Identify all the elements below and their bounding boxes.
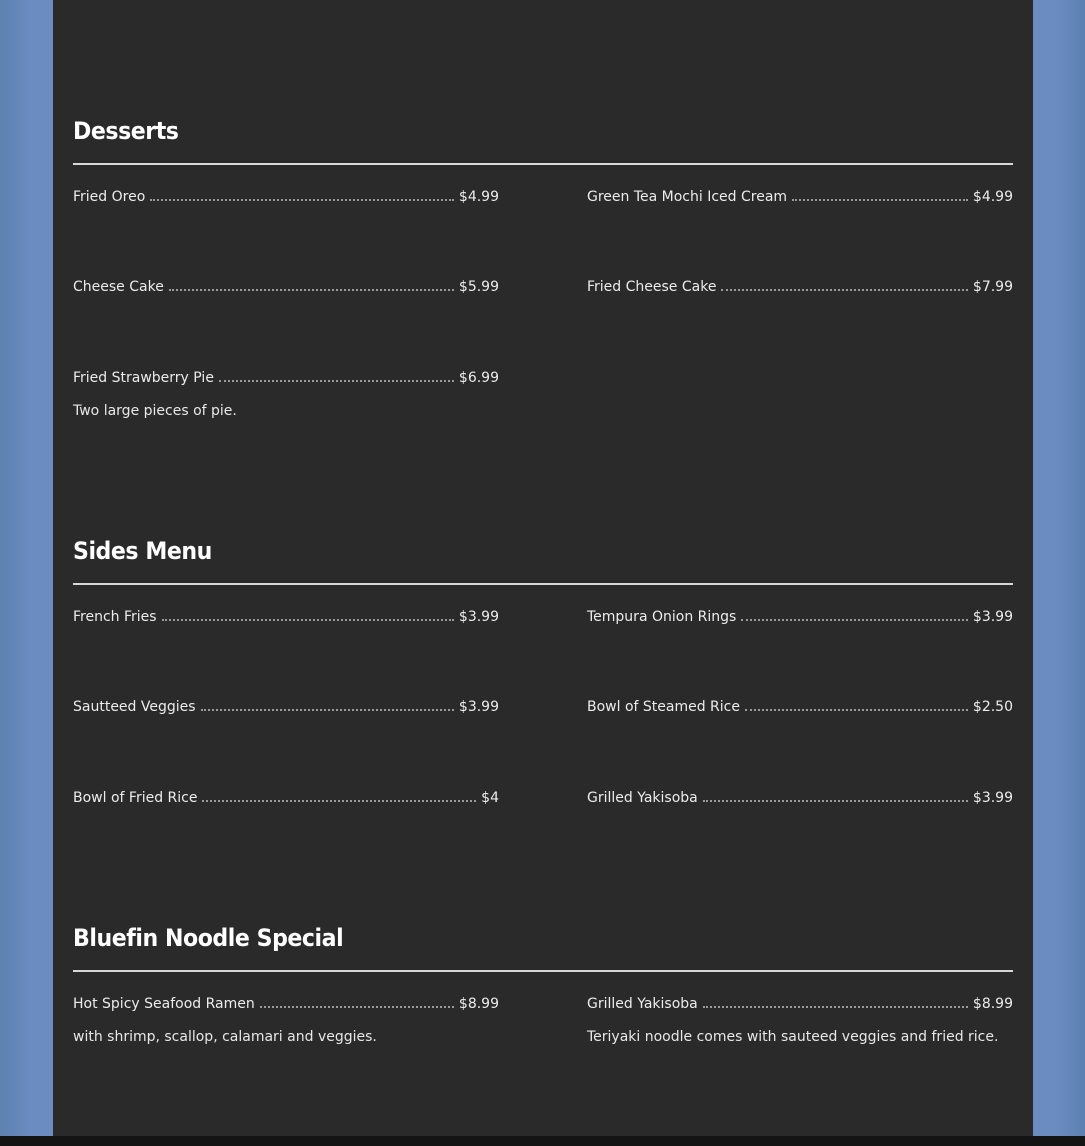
item-name: Grilled Yakisoba xyxy=(587,790,698,806)
dot-leader xyxy=(703,1006,968,1008)
section-divider xyxy=(73,970,1013,972)
item-price: $8.99 xyxy=(972,996,1013,1012)
menu-item xyxy=(73,186,499,208)
dot-leader xyxy=(721,289,967,291)
item-name: French Fries xyxy=(73,609,157,625)
menu-item xyxy=(73,787,499,809)
item-price: $4.99 xyxy=(458,189,499,205)
dot-leader xyxy=(741,619,968,621)
menu-item xyxy=(587,993,1013,1048)
menu-item xyxy=(73,606,499,628)
item-name: Hot Spicy Seafood Ramen xyxy=(73,996,255,1012)
section-title: Bluefin Noodle Special xyxy=(73,924,344,952)
menu-item xyxy=(73,993,499,1048)
item-name: Bowl of Fried Rice xyxy=(73,790,198,806)
item-price: $3.99 xyxy=(972,609,1013,625)
dot-leader xyxy=(202,800,476,802)
section-divider xyxy=(73,583,1013,585)
item-name: Bowl of Steamed Rice xyxy=(587,699,740,715)
menu-panel xyxy=(53,0,1033,1146)
menu-item xyxy=(73,367,499,422)
item-name: Grilled Yakisoba xyxy=(587,996,698,1012)
section-divider xyxy=(73,163,1013,165)
item-price: $5.99 xyxy=(458,279,499,295)
item-price: $6.99 xyxy=(458,370,499,386)
item-description: Teriyaki noodle comes with sauteed veggies and fried rice. xyxy=(587,1029,999,1045)
item-name: Cheese Cake xyxy=(73,279,164,295)
item-name: Fried Strawberry Pie xyxy=(73,370,214,386)
menu-item xyxy=(587,186,1013,208)
dot-leader xyxy=(703,800,968,802)
section-title: Sides Menu xyxy=(73,537,212,565)
dot-leader xyxy=(162,619,454,621)
item-description: with shrimp, scallop, calamari and veggies. xyxy=(73,1029,377,1045)
menu-item xyxy=(73,696,499,718)
menu-item xyxy=(587,276,1013,298)
item-price: $3.99 xyxy=(458,699,499,715)
item-name: Fried Cheese Cake xyxy=(587,279,717,295)
menu-item xyxy=(587,696,1013,718)
item-name: Green Tea Mochi Iced Cream xyxy=(587,189,788,205)
menu-item xyxy=(587,606,1013,628)
dot-leader xyxy=(745,709,968,711)
item-name: Tempura Onion Rings xyxy=(587,609,737,625)
dot-leader xyxy=(792,199,968,201)
menu-item xyxy=(587,787,1013,809)
menu-item xyxy=(73,276,499,298)
dot-leader xyxy=(201,709,454,711)
item-name: Fried Oreo xyxy=(73,189,146,205)
dot-leader xyxy=(219,380,454,382)
item-price: $4.99 xyxy=(972,189,1013,205)
item-price: $3.99 xyxy=(972,790,1013,806)
item-price: $2.50 xyxy=(972,699,1013,715)
section-title: Desserts xyxy=(73,117,179,145)
item-price: $8.99 xyxy=(458,996,499,1012)
item-description: Two large pieces of pie. xyxy=(73,403,237,419)
dot-leader xyxy=(260,1006,454,1008)
item-price: $7.99 xyxy=(972,279,1013,295)
item-price: $3.99 xyxy=(458,609,499,625)
dot-leader xyxy=(169,289,454,291)
page-footer-strip xyxy=(0,1136,1085,1146)
item-name: Sautteed Veggies xyxy=(73,699,196,715)
item-price: $4 xyxy=(481,790,499,806)
dot-leader xyxy=(150,199,454,201)
